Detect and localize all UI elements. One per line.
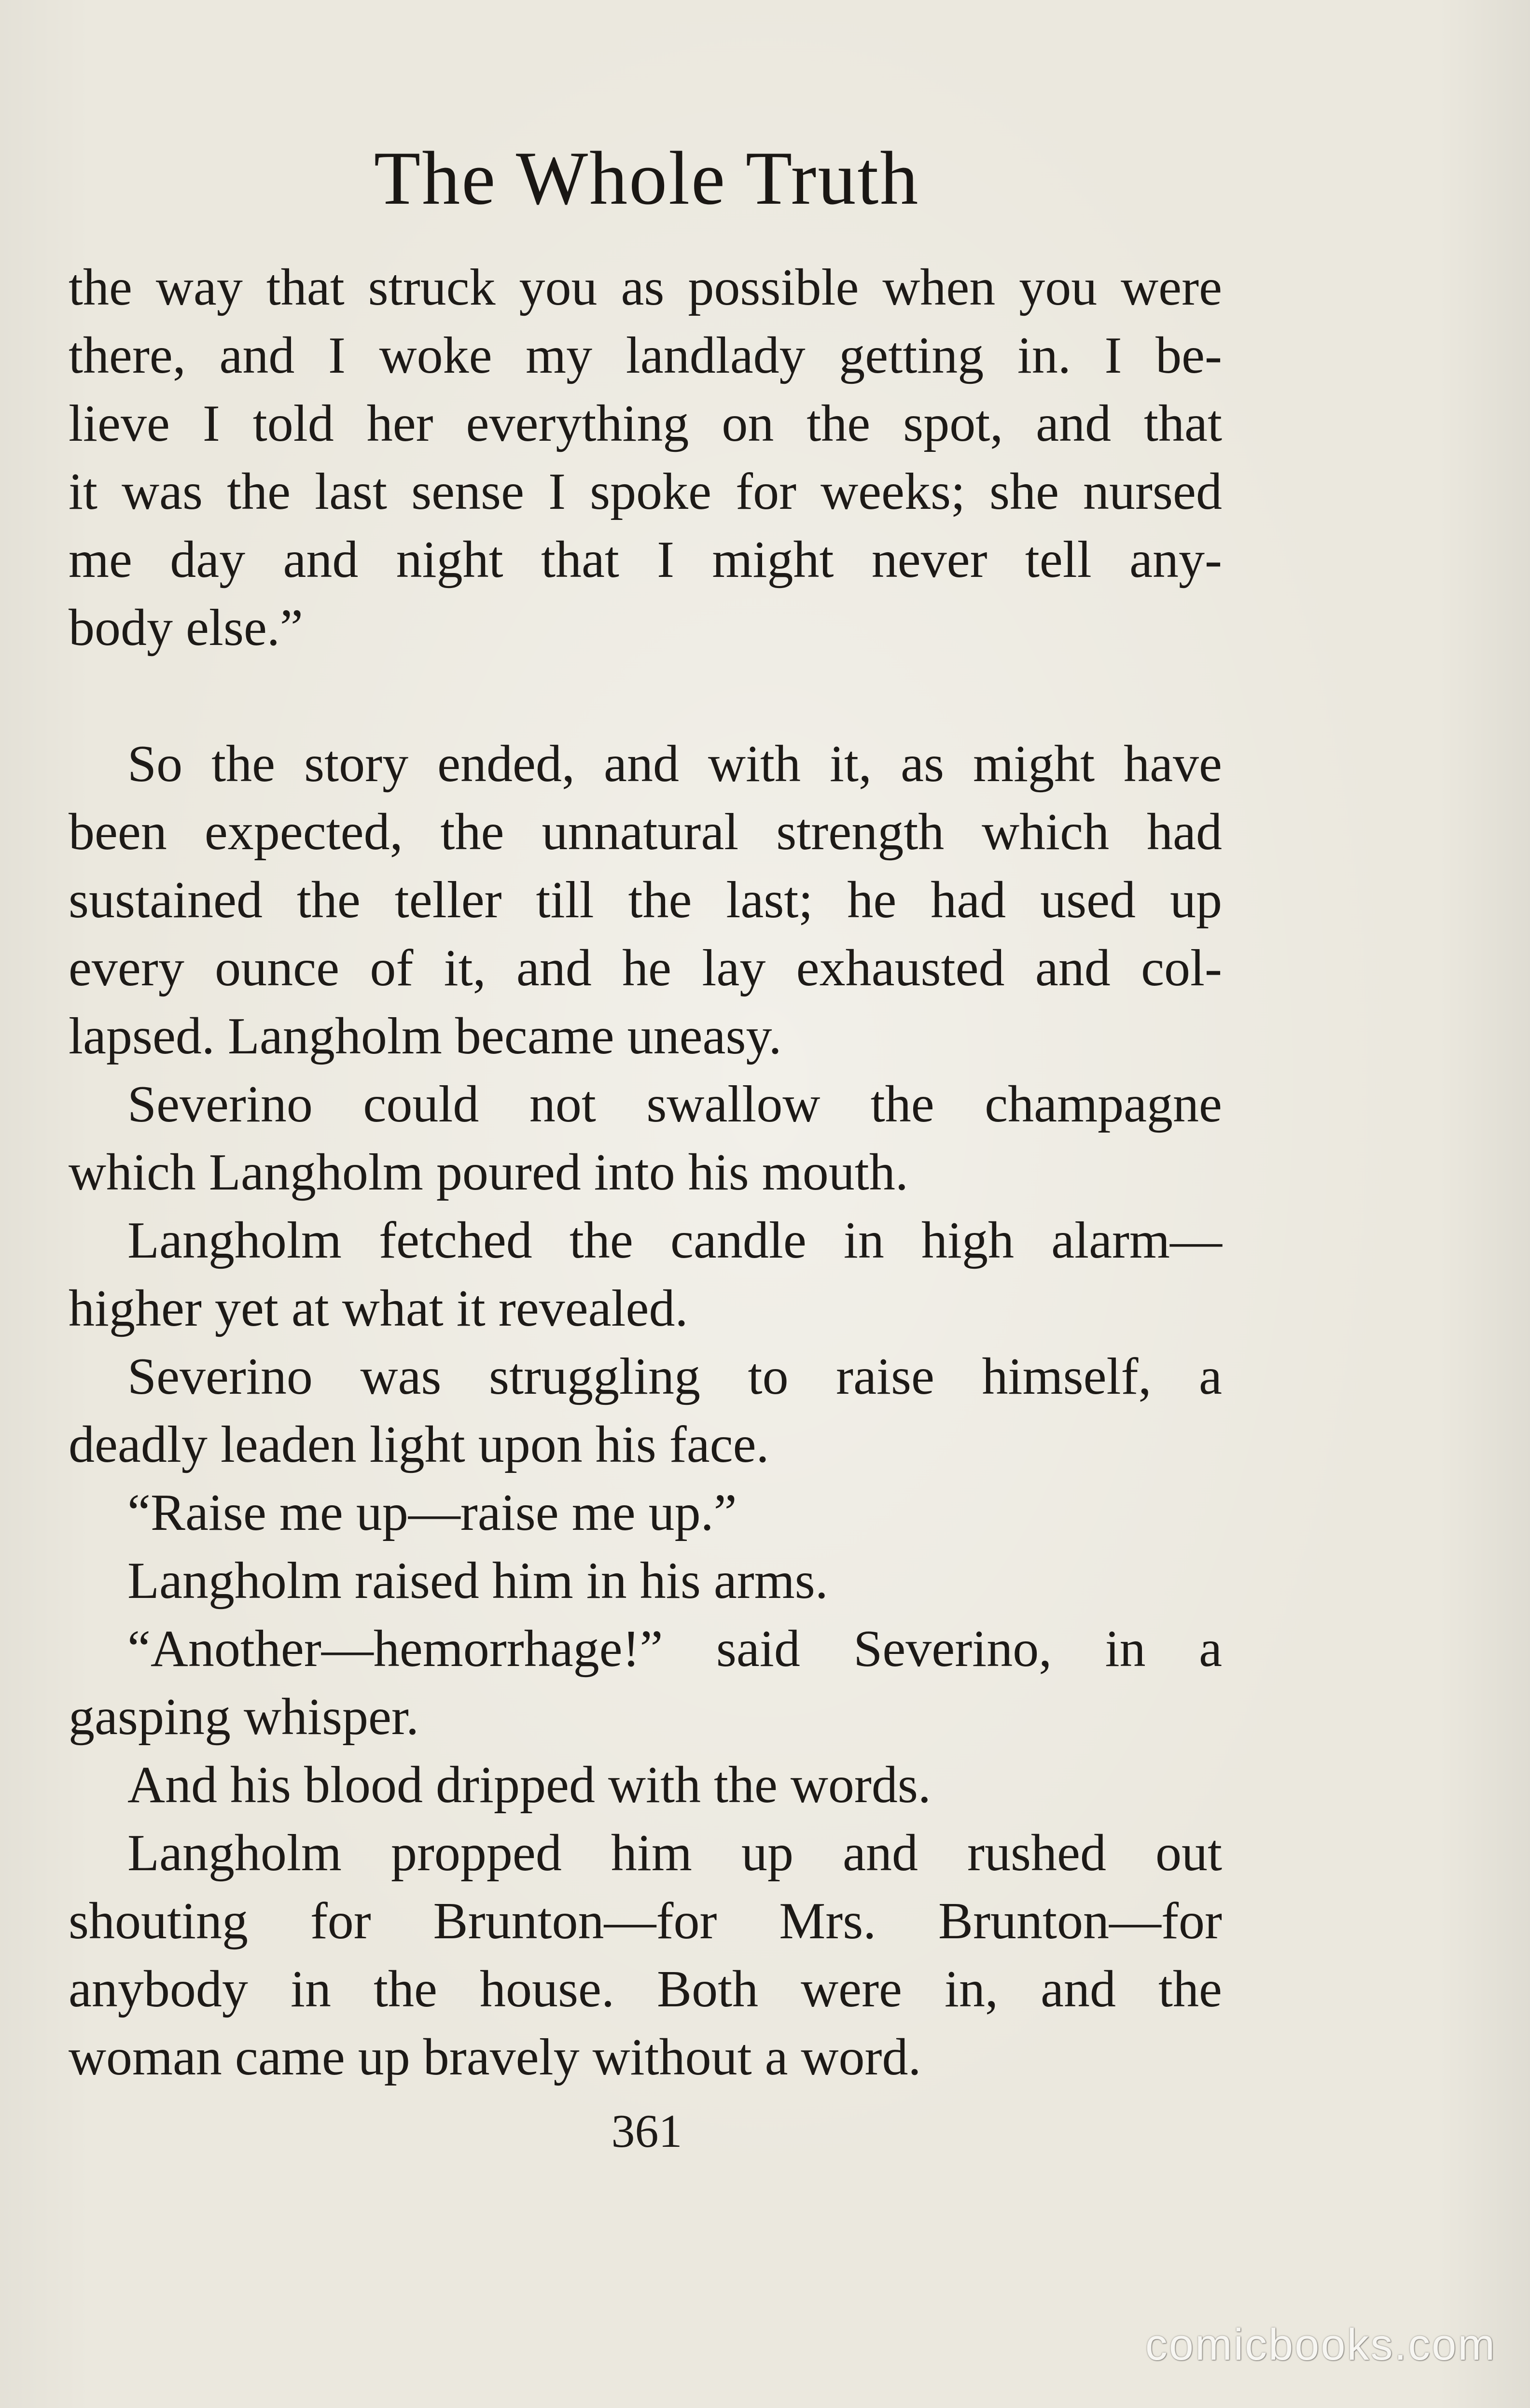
text-line: Severino was struggling to raise himself, a xyxy=(127,1348,1222,1405)
text-line: there, and I woke my landlady getting in. I be- xyxy=(69,327,1222,384)
text-line: which Langholm poured into his mouth. xyxy=(69,1144,908,1201)
text-line: lieve I told her everything on the spot, and that xyxy=(69,395,1222,452)
text-line: every ounce of it, and he lay exhausted and col- xyxy=(69,939,1222,997)
text-line: it was the last sense I spoke for weeks; she nursed xyxy=(69,463,1222,520)
text-line: shouting for Brunton—for Mrs. Brunton—for xyxy=(69,1892,1222,1950)
text-line: “Raise me up—raise me up.” xyxy=(127,1484,737,1541)
text-line: lapsed. Langholm became uneasy. xyxy=(69,1008,782,1065)
text-line: the way that struck you as possible when you were xyxy=(69,259,1222,316)
text-line: So the story ended, and with it, as might have xyxy=(127,735,1222,793)
body-text xyxy=(69,253,1222,2091)
text-line: And his blood dripped with the words. xyxy=(127,1756,931,1814)
text-line: sustained the teller till the last; he had used up xyxy=(69,871,1222,929)
text-line: Langholm raised him in his arms. xyxy=(127,1552,828,1610)
text-line: been expected, the unnatural strength which had xyxy=(69,803,1222,861)
page-number: 361 xyxy=(611,2105,682,2157)
running-head: The Whole Truth xyxy=(374,136,920,221)
text-line: “Another—hemorrhage!” said Severino, in a xyxy=(127,1620,1222,1678)
text-line: Langholm propped him up and rushed out xyxy=(127,1824,1222,1882)
text-line: higher yet at what it revealed. xyxy=(69,1280,688,1337)
text-line: me day and night that I might never tell any- xyxy=(69,531,1222,588)
watermark: comicbooks.com xyxy=(1145,2320,1496,2369)
section-break xyxy=(69,662,1222,730)
text-line: Langholm fetched the candle in high alarm— xyxy=(127,1212,1222,1269)
text-line: anybody in the house. Both were in, and the xyxy=(69,1960,1222,2018)
text-line: Severino could not swallow the champagne xyxy=(127,1076,1222,1133)
text-line: body else.” xyxy=(69,599,303,657)
text-line: gasping whisper. xyxy=(69,1688,419,1746)
text-line: deadly leaden light upon his face. xyxy=(69,1416,769,1473)
text-line: woman came up bravely without a word. xyxy=(69,2029,921,2086)
